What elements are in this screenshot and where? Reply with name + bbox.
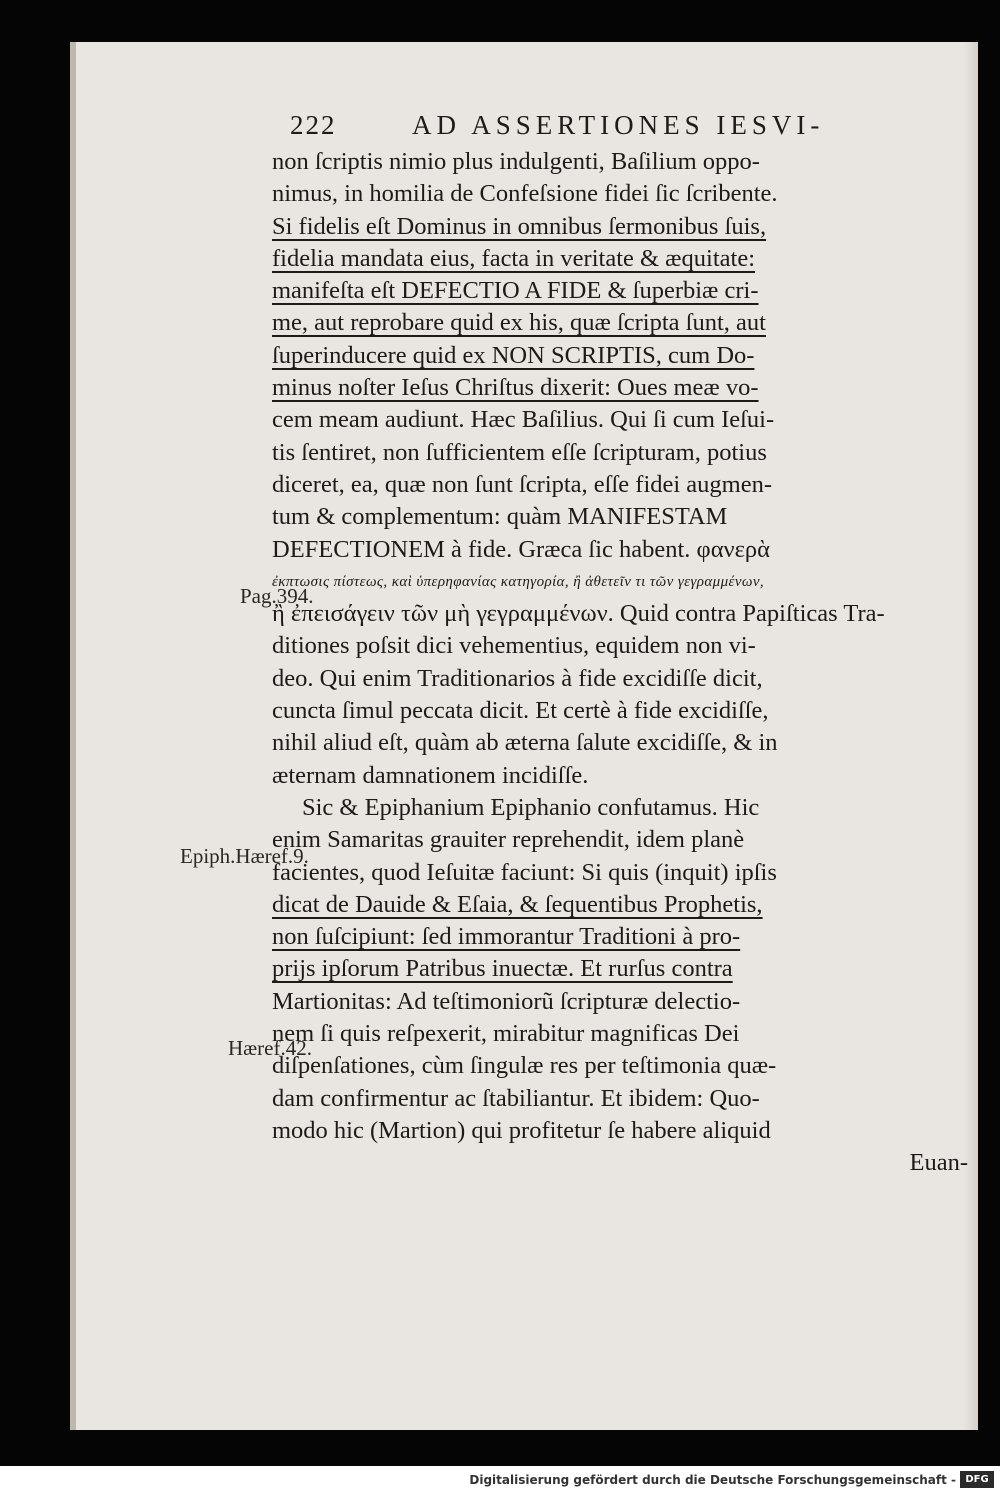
text-line: nem ſi quis reſpexerit, mirabitur magnificas Dei	[272, 1020, 740, 1048]
margin-note-haeref: Hæref.42.	[228, 1036, 312, 1060]
text-line: tis ſentiret, non ſufficientem eſſe ſcripturam, potius	[272, 438, 767, 466]
margin-note-epiph: Epiph.Hæref.9.	[180, 844, 309, 868]
text-line: non ſuſcipiunt: ſed immorantur Traditioni à pro-	[272, 923, 741, 951]
text-line: enim Samaritas grauiter reprehendit, idem planè	[272, 826, 745, 854]
text-line: modo hic (Martion) qui profitetur ſe habere aliquid	[272, 1116, 771, 1144]
text-line: æternam damnationem incidiſſe.	[272, 761, 589, 789]
funding-credit: Digitalisierung gefördert durch die Deutsche Forschungsgemeinschaft -	[469, 1473, 956, 1487]
text-line: nihil aliud eſt, quàm ab æterna ſalute excidiſſe, & in	[272, 729, 778, 757]
text-line: cem meam audiunt. Hæc Baſilius. Qui ſi cum Ieſui-	[272, 406, 775, 434]
text-line: diceret, ea, quæ non ſunt ſcripta, eſſe fidei augmen-	[272, 470, 773, 498]
page-number: 222	[290, 110, 337, 140]
text-line: prijs ipſorum Patribus inuectæ. Et rurſus contra	[272, 955, 733, 983]
text-line: dam confirmentur ac ſtabiliantur. Et ibidem: Quo-	[272, 1084, 760, 1112]
running-header	[290, 110, 950, 146]
text-line: non ſcriptis nimio plus indulgenti, Baſilium oppo-	[272, 148, 760, 175]
greek-line: ἐκπτωσις πίστεως, καὶ ὑπερηφανίας κατηγορία, ἢ ἀθετεῖν τι τῶν γεγραμμένων,	[272, 573, 765, 590]
text-line: manifeſta eſt DEFECTIO A FIDE & ſuperbiæ cri-	[272, 277, 759, 305]
text-line: tum & complementum: quàm MANIFESTAM	[272, 503, 728, 531]
body-text	[272, 146, 968, 1180]
catchword: Euan-	[909, 1149, 968, 1177]
text-line: ſuperinducere quid ex NON SCRIPTIS, cum Do-	[272, 341, 755, 369]
text-line: ἢ ἐπεισάγειν τῶν μὴ γεγραμμένων. Quid contra Papiſticas Tra-	[272, 600, 885, 628]
margin-note-pag: Pag.394.	[240, 584, 314, 608]
text-line: cuncta ſimul peccata dicit. Et certè à fide excidiſſe,	[272, 697, 769, 725]
text-line: ditiones poſsit dici vehementius, equidem non vi-	[272, 632, 756, 660]
text-line: DEFECTIONEM à fide. Græca ſic habent. φανερὰ	[272, 535, 770, 563]
digitization-footer	[0, 1466, 1000, 1493]
text-line: diſpenſationes, cùm ſingulæ res per teſtimonia quæ-	[272, 1052, 777, 1080]
text-line: me, aut reprobare quid ex his, quæ ſcripta ſunt, aut	[272, 309, 766, 337]
text-line: dicat de Dauide & Eſaia, & ſequentibus Prophetis,	[272, 890, 763, 918]
text-line: minus noſter Ieſus Chriſtus dixerit: Oues meæ vo-	[272, 374, 759, 402]
text-line: fidelia mandata eius, facta in veritate & æquitate:	[272, 244, 756, 272]
text-line: Si fidelis eſt Dominus in omnibus ſermonibus ſuis,	[272, 212, 767, 240]
text-line: nimus, in homilia de Confeſsione fidei ſic ſcribente.	[272, 180, 778, 208]
dfg-logo: DFG	[960, 1471, 994, 1488]
text-line: Sic & Epiphanium Epiphanio confutamus. Hic	[302, 793, 760, 821]
text-line: facientes, quod Ieſuitæ faciunt: Si quis (inquit) ipſis	[272, 858, 777, 886]
text-line: Martionitas: Ad teſtimoniorũ ſcripturæ delectio-	[272, 987, 741, 1015]
running-title: AD ASSERTIONES IESVI-	[412, 110, 825, 140]
text-line: deo. Qui enim Traditionarios à fide excidiſſe dicit,	[272, 664, 763, 692]
